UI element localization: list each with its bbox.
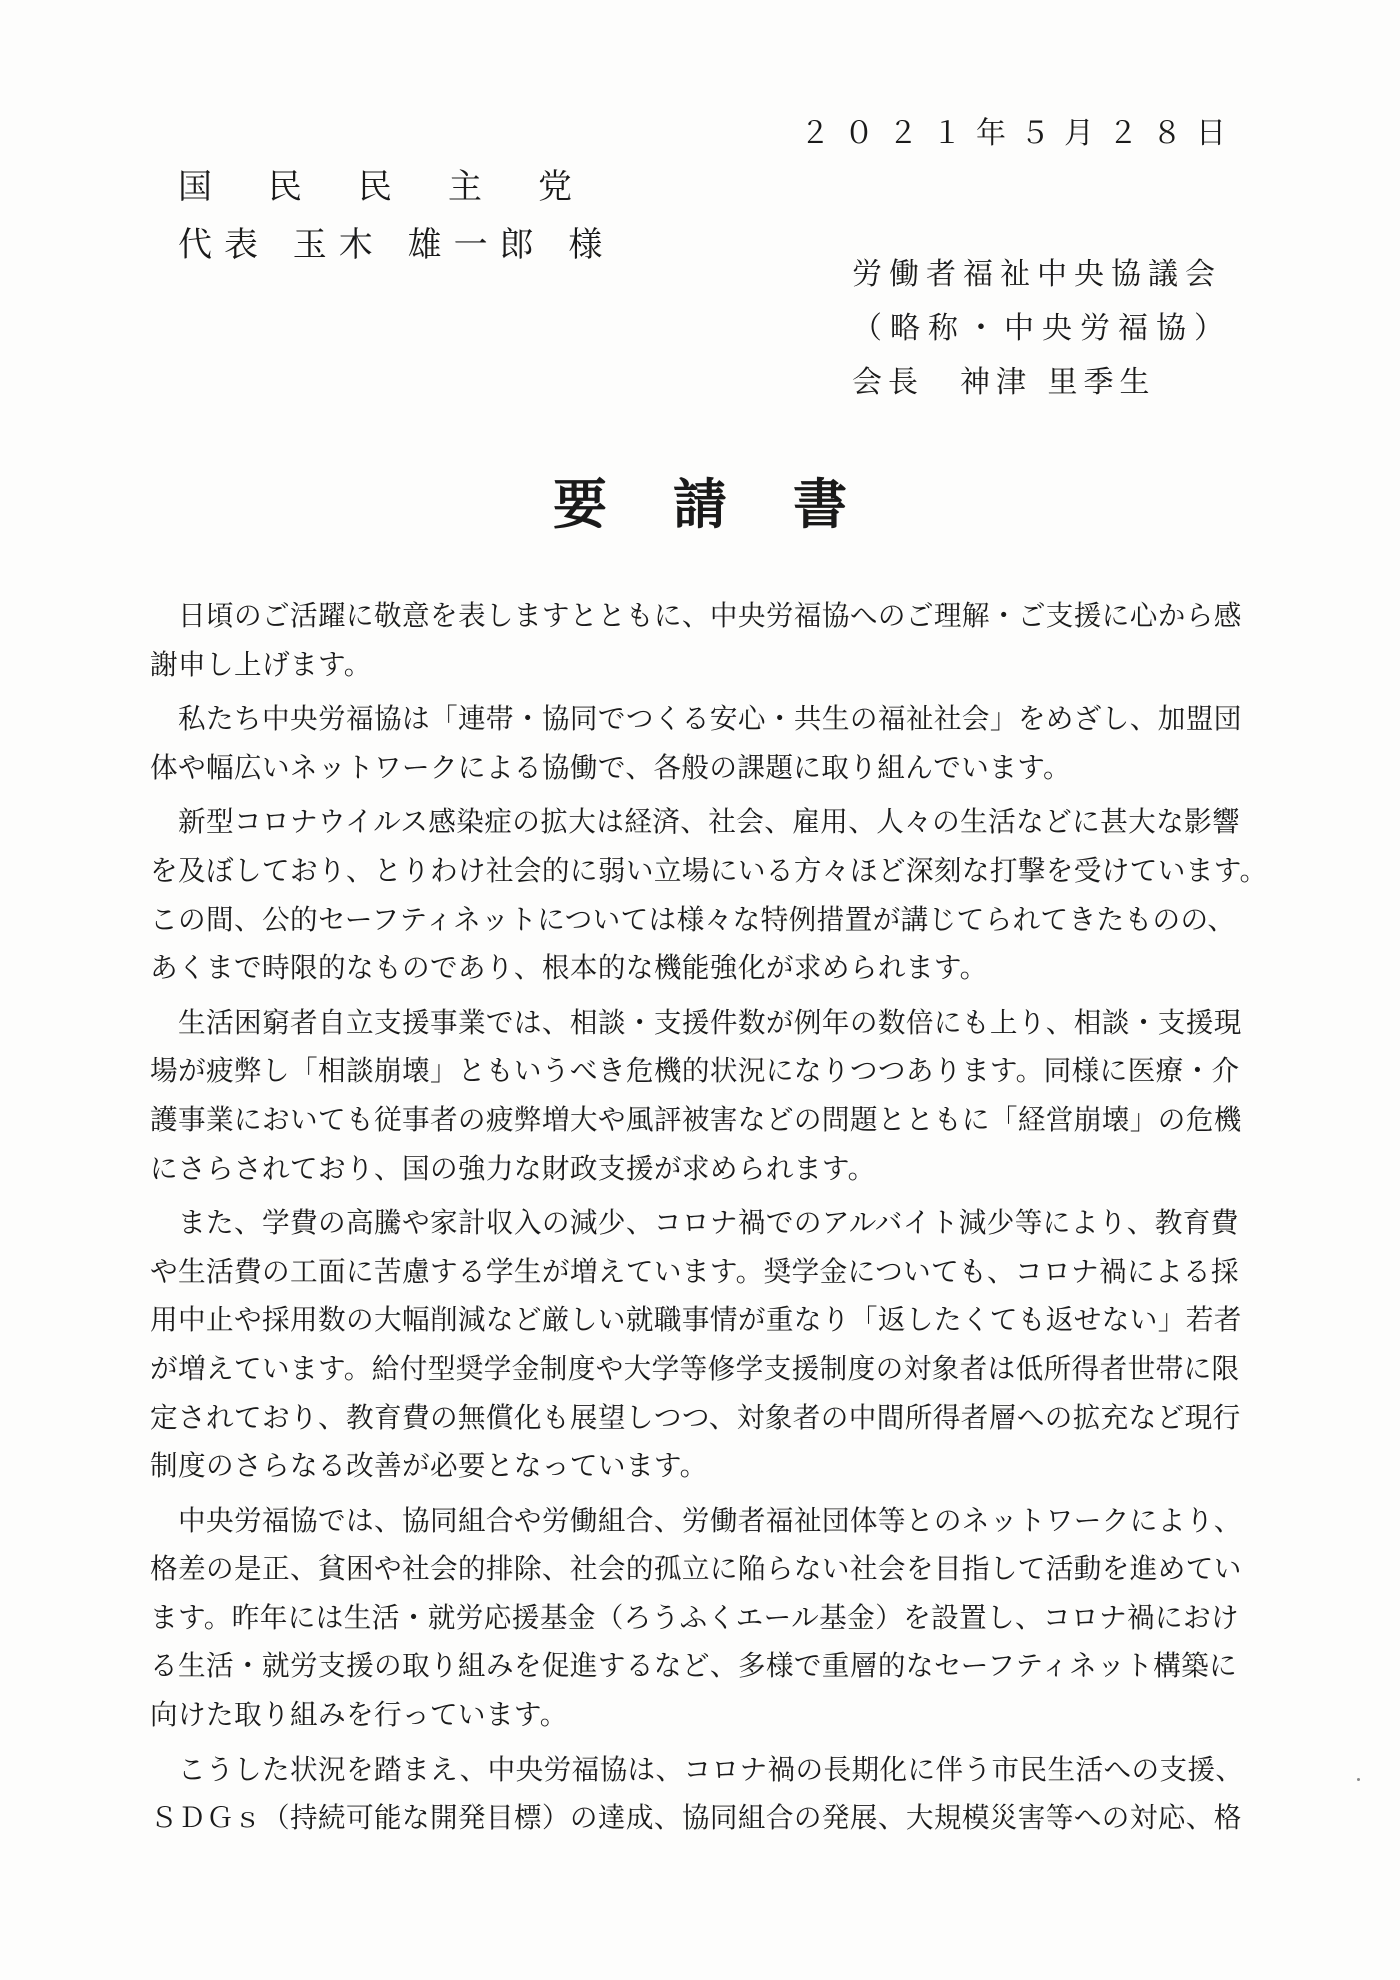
body-paragraph <box>150 999 1246 1193</box>
addressee-representative: 代表 玉木 雄一郎 様 <box>178 225 615 265</box>
body-line: 中央労福協では、協同組合や労働組合、労働者福祉団体等とのネットワークにより、 <box>178 1503 1242 1537</box>
body-line: にさらされており、国の強力な財政支援が求められます。 <box>150 1151 876 1185</box>
addressee-party: 国民民主党 <box>178 167 628 207</box>
body-paragraph <box>150 592 1246 689</box>
body-line: こうした状況を踏まえ、中央労福協は、コロナ禍の長期化に伴う市民生活への支援、 <box>178 1752 1244 1786</box>
body-line: 私たち中央労福協は「連帯・協同でつくる安心・共生の福祉社会」をめざし、加盟団 <box>178 702 1242 736</box>
body-line: 制度のさらなる改善が必要となっています。 <box>150 1449 708 1483</box>
body-line: ＳＤＧｓ（持続可能な開発目標）の達成、協同組合の発展、大規模災害等への対応、格 <box>150 1801 1242 1835</box>
document-title: 要請書 <box>553 472 913 536</box>
sender-organization: 労働者福祉中央協議会 <box>852 257 1222 292</box>
body-line: 格差の是正、貧困や社会的排除、社会的孤立に陥らない社会を目指して活動を進めてい <box>150 1552 1242 1586</box>
sender-block <box>852 248 1240 410</box>
body-paragraph <box>150 695 1246 792</box>
body-line: あくまで時限的なものであり、根本的な機能強化が求められます。 <box>150 951 988 985</box>
body-line: 向けた取り組みを行っています。 <box>150 1698 568 1732</box>
body-paragraph <box>150 1746 1246 1843</box>
body-line: や生活費の工面に苦慮する学生が増えています。奨学金についても、コロナ禍による採 <box>150 1254 1240 1288</box>
body-line: 用中止や採用数の大幅削減など厳しい就職事情が重なり「返したくても返せない」若者 <box>150 1303 1242 1337</box>
body-line: 新型コロナウイルス感染症の拡大は経済、社会、雇用、人々の生活などに甚大な影響 <box>178 805 1241 839</box>
document-body <box>150 592 1268 1849</box>
body-paragraph <box>150 798 1268 992</box>
body-line: 定されており、教育費の無償化も展望しつつ、対象者の中間所得者層への拡充など現行 <box>150 1400 1241 1434</box>
body-line: を及ぼしており、とりわけ社会的に弱い立場にいる方々ほど深刻な打撃を受けています。 <box>150 853 1268 887</box>
sender-abbreviation: （略称・中央労福協） <box>852 311 1232 346</box>
body-paragraph <box>150 1497 1246 1740</box>
body-line: 体や幅広いネットワークによる協働で、各般の課題に取り組んでいます。 <box>150 750 1072 784</box>
sender-president: 会長 神津 里季生 <box>852 365 1156 400</box>
body-paragraph <box>150 1199 1246 1491</box>
body-line: ます。昨年には生活・就労応援基金（ろうふくエール基金）を設置し、コロナ禍におけ <box>150 1600 1240 1634</box>
body-line: 護事業においても従事者の疲弊増大や風評被害などの問題とともに「経営崩壊」の危機 <box>150 1102 1242 1136</box>
body-line: 謝申し上げます。 <box>150 647 372 681</box>
body-line: 場が疲弊し「相談崩壊」ともいうべき危機的状況になりつつあります。同様に医療・介 <box>150 1054 1240 1088</box>
scan-speck <box>1357 1778 1360 1781</box>
body-line: また、学費の高騰や家計収入の減少、コロナ禍でのアルバイト減少等により、教育費 <box>178 1206 1239 1240</box>
body-line: この間、公的セーフティネットについては様々な特例措置が講じてられてきたものの、 <box>150 902 1236 936</box>
body-line: 日頃のご活躍に敬意を表しますとともに、中央労福協へのご理解・ご支援に心から感 <box>178 599 1242 632</box>
addressee-block <box>178 158 628 274</box>
document-date: ２０２１年５月２８日 <box>800 116 1240 151</box>
body-line: が増えています。給付型奨学金制度や大学等修学支援制度の対象者は低所得者世帯に限 <box>150 1351 1240 1385</box>
body-line: る生活・就労支援の取り組みを促進するなど、多様で重層的なセーフティネット構築に <box>150 1649 1238 1683</box>
body-line: 生活困窮者自立支援事業では、相談・支援件数が例年の数倍にも上り、相談・支援現 <box>178 1005 1242 1039</box>
